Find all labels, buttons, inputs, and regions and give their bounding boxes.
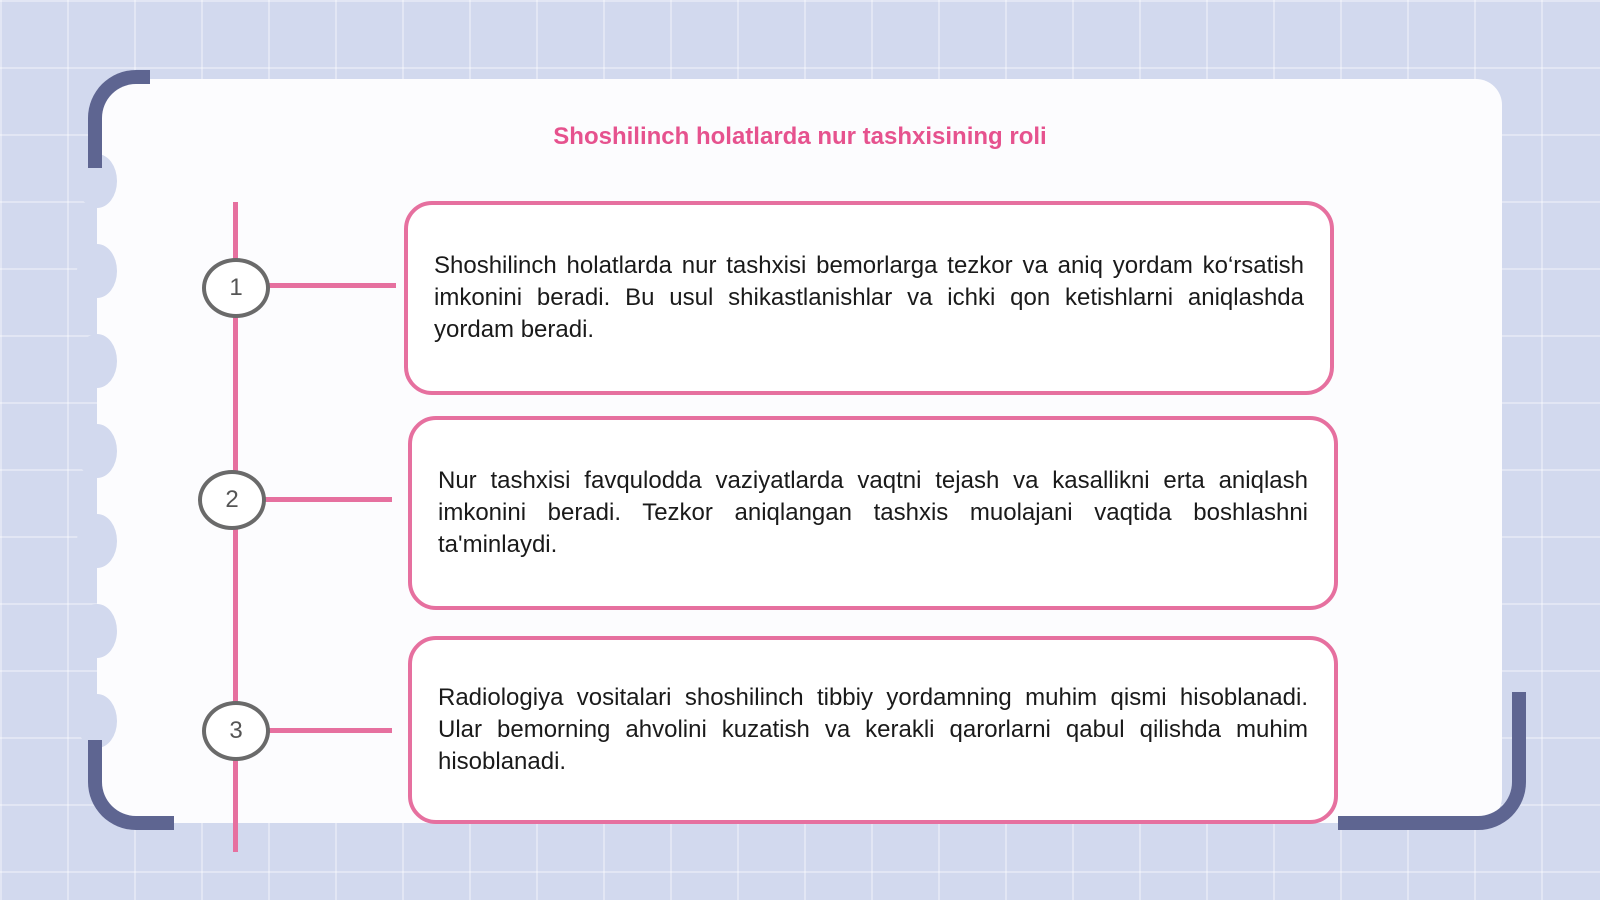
- slide-title: Shoshilinch holatlarda nur tashxisining roli: [553, 123, 1047, 150]
- frame-corner-top-left: [88, 70, 150, 168]
- notebook-hole: [77, 604, 117, 658]
- connector-line-1: [266, 283, 396, 288]
- frame-corner-bottom-left: [88, 740, 174, 830]
- notebook-hole: [77, 244, 117, 298]
- step-number-2: 2: [198, 470, 266, 530]
- notebook-hole: [77, 514, 117, 568]
- notebook-hole: [77, 334, 117, 388]
- frame-corner-bottom-right: [1338, 692, 1526, 830]
- connector-line-2: [262, 497, 392, 502]
- info-box-text: Shoshilinch holatlarda nur tashxisi bemorlarga tezkor va aniq yordam ko‘rsatish imkonini beradi. Bu usul shikastlanishlar va ichki qon ketishlarni aniqlashda yordam beradi.: [434, 252, 1304, 343]
- step-number-3: 3: [202, 701, 270, 761]
- info-box-2: [408, 416, 1338, 610]
- connector-line-3: [266, 728, 392, 733]
- info-box-text: Nur tashxisi favqulodda vaziyatlarda vaqtni tejash va kasallikni erta aniqlash imkonini beradi. Tezkor aniqlangan tashxis muolajani vaqtida boshlashni ta'minlaydi.: [438, 467, 1308, 558]
- step-number-1: 1: [202, 258, 270, 318]
- info-box-3: [408, 636, 1338, 824]
- info-box-1: [404, 201, 1334, 395]
- info-box-text: Radiologiya vositalari shoshilinch tibbiy yordamning muhim qismi hisoblanadi. Ular bemorning ahvolini kuzatish va kerakli qarorlarni qabul qilishda muhim hisoblanadi.: [438, 684, 1308, 775]
- notebook-hole: [77, 424, 117, 478]
